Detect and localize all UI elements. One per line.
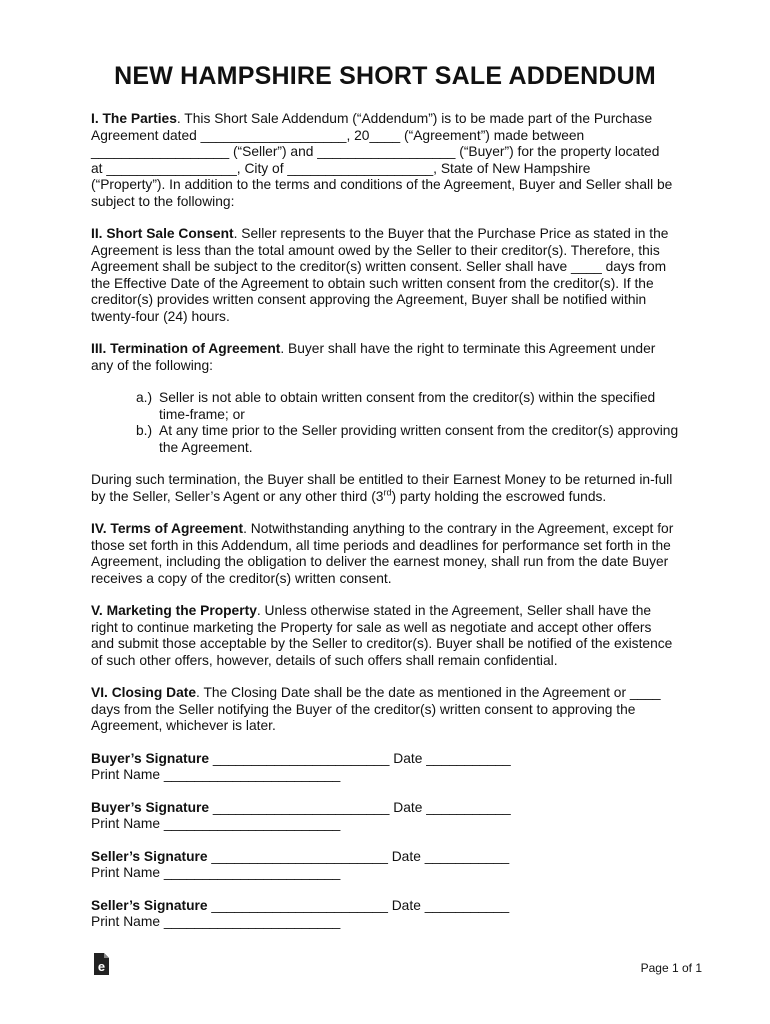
print-name-label: Print Name	[91, 816, 161, 831]
date-line[interactable]: ___________	[422, 799, 511, 815]
signature-label: Seller’s Signature	[91, 897, 208, 913]
section-parties: I. The Parties. This Short Sale Addendum (“Addendum”) is to be made part of the Purchase Agreement dated ___________________, 20____ (“Agreement”) made between __________________ (“Seller”) and __________________ (“Buyer”) for the property located at _________________, City of ___________________, State of New Hampshire (“Property”). In addition to the terms and conditions of the Agreement, Buyer and Seller shall be subject to the following:	[91, 111, 673, 209]
section-heading: III. Termination of Agreement	[91, 341, 281, 356]
section-heading: II. Short Sale Consent	[91, 226, 234, 241]
section-termination: III. Termination of Agreement. Buyer shall have the right to terminate this Agreement under any of the following:	[91, 341, 656, 373]
signature-label: Buyer’s Signature	[91, 799, 210, 815]
date-line[interactable]: ___________	[420, 897, 510, 913]
date-label: Date	[393, 799, 423, 815]
section-heading: VI. Closing Date	[91, 685, 197, 700]
print-name-line[interactable]: _______________________	[160, 767, 341, 782]
section-heading: I. The Parties	[91, 111, 177, 126]
signature-line[interactable]: _______________________	[209, 799, 394, 815]
termination-refund-paragraph: During such termination, the Buyer shall be entitled to their Earnest Money to be returned in-full by the Seller, Seller’s Agent or any other third (3rd) party holding the escrowed funds.	[91, 472, 673, 504]
signature-block-buyer-2	[91, 800, 691, 833]
date-label: Date	[391, 848, 421, 864]
print-name-line[interactable]: _______________________	[160, 816, 341, 831]
document-body	[91, 111, 691, 947]
signature-label: Seller’s Signature	[91, 848, 208, 864]
signature-line[interactable]: _______________________	[207, 848, 392, 864]
section-marketing: V. Marketing the Property. Unless otherwise stated in the Agreement, Seller shall have the right to continue marketing the Property for sale as well as negotiate and accept other offers and submit those acceptable by the Seller to creditor(s). Buyer shall be notified of the existence of such other offers, however, details of such offers shall remain confidential.	[91, 603, 673, 668]
signature-block-seller-1	[91, 849, 691, 882]
list-marker: a.)	[136, 390, 153, 405]
section-short-sale-consent: II. Short Sale Consent. Seller represents to the Buyer that the Purchase Price as stated in the Agreement is less than the total amount owed by the Seller to their creditor(s). Therefore, this Agreement shall be subject to the creditor(s) written consent. Seller shall have ____ days from the Effective Date of the Agreement to obtain such written consent from the creditor(s). If the creditor(s) provides written consent approving the Agreement, Buyer shall be notified within twenty-four (24) hours.	[91, 226, 669, 324]
svg-text:e: e	[97, 959, 106, 974]
document-title: NEW HAMPSHIRE SHORT SALE ADDENDUM	[114, 62, 656, 90]
section-heading: V. Marketing the Property	[91, 603, 257, 618]
list-item: a.) Seller is not able to obtain written consent from the creditor(s) within the specified time-frame; or	[136, 390, 656, 422]
date-line[interactable]: ___________	[422, 750, 511, 766]
section-heading: IV. Terms of Agreement	[91, 521, 244, 536]
section-closing-date: VI. Closing Date. The Closing Date shall be the date as mentioned in the Agreement or ____ days from the Seller notifying the Buyer of the creditor(s) written consent to approving the Agreement, whichever is later.	[91, 685, 661, 733]
list-marker: b.)	[136, 423, 153, 438]
date-label: Date	[393, 750, 423, 766]
section-terms: IV. Terms of Agreement. Notwithstanding anything to the contrary in the Agreement, except for those set forth in this Addendum, all time periods and deadlines for performance set forth in the Agreement, including the obligation to deliver the earnest money, shall run from the date Buyer receives a copy of the creditor(s) written consent.	[91, 521, 674, 586]
page-number: Page 1 of 1	[640, 961, 702, 975]
signature-label: Buyer’s Signature	[91, 750, 210, 766]
print-name-label: Print Name	[91, 767, 161, 782]
signature-line[interactable]: _______________________	[207, 897, 392, 913]
date-line[interactable]: ___________	[420, 848, 510, 864]
eforms-logo-icon	[92, 952, 110, 976]
date-label: Date	[391, 897, 421, 913]
print-name-line[interactable]: _______________________	[160, 865, 341, 880]
print-name-line[interactable]: _______________________	[160, 914, 341, 929]
termination-list	[91, 390, 691, 456]
signature-block-seller-2	[91, 898, 691, 931]
signature-block-buyer-1	[91, 751, 691, 784]
print-name-label: Print Name	[91, 865, 161, 880]
list-item: b.) At any time prior to the Seller providing written consent from the creditor(s) approving the Agreement.	[136, 423, 679, 455]
print-name-label: Print Name	[91, 914, 161, 929]
signature-line[interactable]: _______________________	[209, 750, 394, 766]
